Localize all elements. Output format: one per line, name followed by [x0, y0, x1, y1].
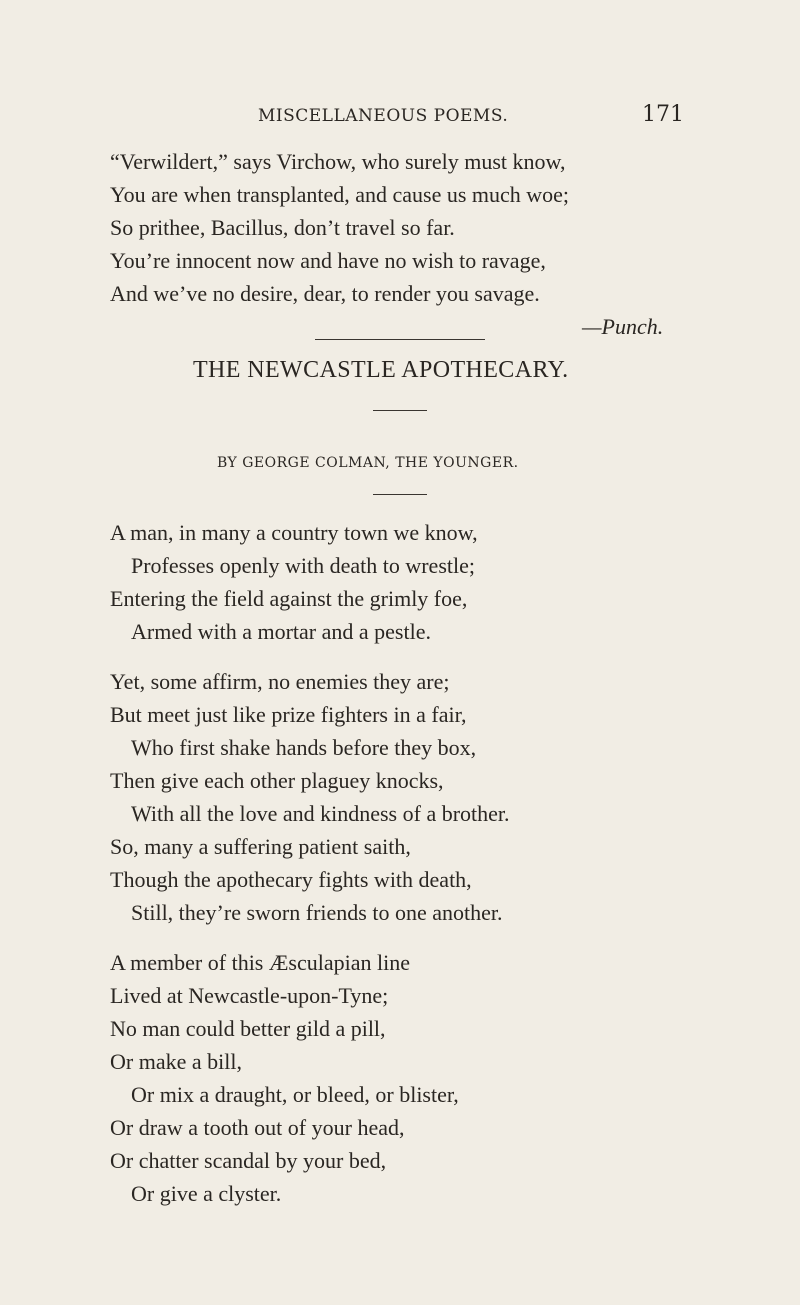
title-rule [373, 410, 427, 411]
poem-line: But meet just like prize fighters in a fair, [110, 702, 467, 727]
poem-line: Professes openly with death to wrestle; [131, 553, 475, 578]
poem-line: A man, in many a country town we know, [110, 520, 478, 545]
poem-line: Or draw a tooth out of your head, [110, 1115, 405, 1140]
page-number: 171 [642, 102, 684, 127]
poem-line: And we’ve no desire, dear, to render you savage. [110, 281, 540, 306]
poem-title: THE NEWCASTLE APOTHECARY. [193, 357, 569, 383]
poem-line: Or mix a draught, or bleed, or blister, [131, 1082, 459, 1107]
running-head [258, 102, 684, 136]
poem-line: Yet, some affirm, no enemies they are; [110, 669, 450, 694]
section-divider [315, 339, 485, 340]
poem-line: Entering the field against the grimly foe, [110, 586, 468, 611]
poem-line: So prithee, Bacillus, don’t travel so far. [110, 215, 455, 240]
poem-line: A member of this Æsculapian line [110, 950, 410, 975]
poem-line: Still, they’re sworn friends to one another. [131, 900, 503, 925]
poem-line: Who first shake hands before they box, [131, 735, 477, 760]
poem-line: You’re innocent now and have no wish to ravage, [110, 248, 546, 273]
attribution: —Punch. [582, 314, 664, 339]
poem-line: No man could better gild a pill, [110, 1016, 386, 1041]
running-head-title: MISCELLANEOUS POEMS. [258, 106, 509, 126]
poem-line: Or chatter scandal by your bed, [110, 1148, 387, 1173]
poem-line: “Verwildert,” says Virchow, who surely must know, [110, 149, 566, 174]
poem-line: Though the apothecary fights with death, [110, 867, 472, 892]
poem-line: Armed with a mortar and a pestle. [131, 619, 431, 644]
byline: BY GEORGE COLMAN, THE YOUNGER. [217, 455, 519, 471]
poem-line: Lived at Newcastle-upon-Tyne; [110, 983, 389, 1008]
poem-line: So, many a suffering patient saith, [110, 834, 411, 859]
poem-line: With all the love and kindness of a brother. [131, 801, 510, 826]
byline-rule [373, 494, 427, 495]
poem-line: Or make a bill, [110, 1049, 242, 1074]
poem-line: Then give each other plaguey knocks, [110, 768, 444, 793]
poem-line: You are when transplanted, and cause us much woe; [110, 182, 570, 207]
poem-line: Or give a clyster. [131, 1181, 282, 1206]
